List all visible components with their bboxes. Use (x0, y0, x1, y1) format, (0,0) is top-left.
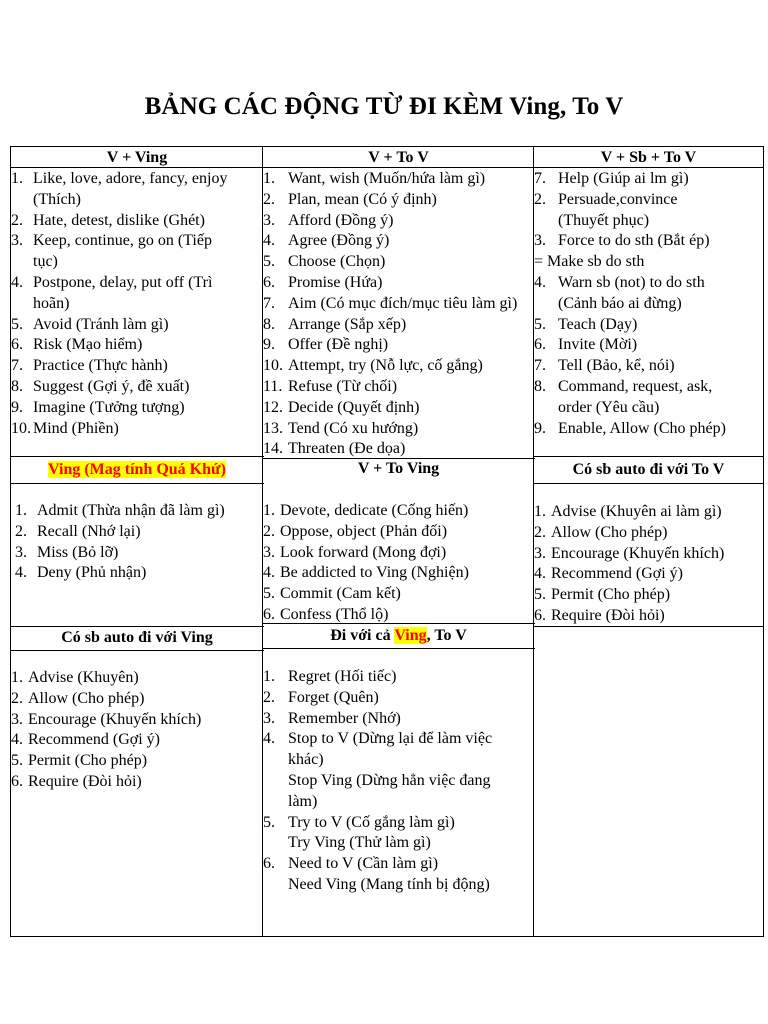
list-item-text: Risk (Mạo hiểm) (33, 336, 143, 354)
list-item (263, 688, 379, 708)
list-item-number: 5. (534, 586, 546, 604)
list-item-text: Recommend (Gợi ý) (551, 565, 683, 583)
list-item (534, 169, 689, 189)
list-item-text: Oppose, object (Phản đối) (280, 522, 448, 540)
list-item-text: Refuse (Từ chối) (288, 378, 398, 395)
list-item-number: 7. (263, 294, 275, 312)
list-item-number: 3. (534, 544, 546, 562)
list-item (263, 335, 388, 355)
list-item-number: 6. (263, 274, 275, 291)
list-item (263, 522, 447, 542)
list-item-number: 7. (11, 357, 23, 375)
list-item (15, 543, 118, 563)
list-item (15, 563, 146, 583)
list-item (534, 273, 705, 293)
list-item-text: Advise (Khuyên) (28, 669, 139, 686)
list-item-text: Threaten (Đe dọa) (288, 440, 406, 458)
list-item-number: 1. (11, 669, 23, 686)
list-item-text: order (Yêu cầu) (558, 398, 660, 416)
list-item-text: Commit (Cam kết) (280, 585, 401, 603)
list-item (534, 315, 637, 335)
list-item-number: 11. (263, 378, 283, 395)
list-item-number: 8. (263, 315, 275, 333)
list-item (11, 294, 69, 314)
list-item-number: 5. (11, 752, 23, 770)
list-item-number: 1. (263, 170, 275, 187)
list-item-text: (Thích) (33, 190, 81, 208)
list-item (263, 875, 490, 895)
list-item (534, 606, 665, 626)
list-item-number: 1. (263, 502, 275, 519)
list-item-text: Permit (Cho phép) (551, 586, 671, 604)
list-item-text: Teach (Dạy) (558, 315, 638, 333)
list-item (11, 335, 142, 355)
list-item-number: 6. (11, 773, 23, 790)
list-item (263, 211, 393, 231)
list-item-text: Recall (Nhớ lại) (37, 522, 141, 540)
list-item-text: Practice (Thực hành) (33, 357, 168, 375)
list-item (15, 501, 225, 521)
list-item-text: Plan, mean (Có ý định) (288, 190, 437, 208)
list-item-number: 6. (263, 606, 275, 623)
list-item-text: Help (Giúp ai lm gì) (558, 170, 689, 187)
list-item-text: Persuade,convince (558, 190, 678, 208)
list-item (263, 315, 406, 335)
list-item-number: 2. (263, 522, 275, 540)
list-item-text: Imagine (Tưởng tượng) (33, 398, 185, 416)
list-item-text: Recommend (Gợi ý) (28, 731, 160, 749)
list-item-number: 3. (263, 543, 275, 561)
list-item-number: 4. (534, 274, 546, 291)
list-item (11, 356, 168, 376)
list-item-number: 9. (263, 336, 275, 354)
list-item-text: Require (Đòi hỏi) (28, 773, 142, 790)
list-item-text: Remember (Nhớ) (288, 709, 401, 727)
list-item-text: Enable, Allow (Cho phép) (558, 419, 726, 437)
list-item-number: 10. (11, 419, 31, 437)
list-item-number: 2. (534, 190, 546, 208)
list-item-text: Require (Đòi hỏi) (551, 607, 665, 624)
list-item (534, 211, 649, 231)
list-item-text: Forget (Quên) (288, 688, 379, 706)
list-item-text: Miss (Bỏ lỡ) (37, 543, 119, 561)
list-item-number: 4. (11, 731, 23, 749)
list-item (11, 730, 160, 750)
list-item (263, 439, 405, 459)
list-item-text: Postpone, delay, put off (Trì (33, 274, 213, 291)
list-item (263, 398, 420, 418)
list-item-number: 1. (11, 170, 23, 187)
list-item-text: Promise (Hứa) (288, 274, 383, 291)
list-item-number: 7. (534, 357, 546, 375)
list-item (11, 169, 227, 189)
column-v-ving (10, 146, 263, 937)
list-item-number: 6. (534, 336, 546, 354)
list-item (263, 750, 324, 770)
list-item-number: 7. (534, 170, 546, 187)
list-item (263, 605, 388, 625)
list-item-text: Offer (Đề nghị) (288, 336, 389, 354)
list-item-text: Aim (Có mục đích/mục tiêu làm gì) (288, 294, 518, 312)
list-item (263, 273, 382, 293)
list-item-text: Force to do sth (Bắt ép) (558, 232, 710, 250)
list-item (11, 419, 119, 439)
list-item-number: 4. (15, 564, 27, 582)
list-item (263, 729, 492, 749)
list-item-number: 14. (263, 440, 283, 458)
list-item-number: 3. (263, 211, 275, 229)
list-item (263, 709, 401, 729)
list-item-text: Confess (Thổ lộ) (280, 606, 389, 623)
list-item-number: 8. (11, 378, 23, 395)
list-item (11, 377, 189, 397)
list-item-number: 2. (15, 522, 27, 540)
list-item-text: Avoid (Tránh làm gì) (33, 315, 169, 333)
list-item-number: 9. (11, 398, 23, 416)
list-item (534, 294, 682, 314)
list-item-text: hoãn) (33, 294, 70, 312)
list-item-text: Warn sb (not) to do sth (558, 274, 705, 291)
list-item-text: Choose (Chọn) (288, 253, 386, 271)
list-item-number: 12. (263, 398, 283, 416)
list-item-number: 10. (263, 357, 283, 375)
header-v-sb-to-v: V + Sb + To V (600, 149, 697, 166)
list-item-text: khác) (288, 751, 324, 769)
list-item-text: Need Ving (Mang tính bị động) (288, 876, 490, 893)
list-item (263, 252, 385, 272)
list-item-text: (Cảnh báo ai đừng) (558, 294, 682, 312)
list-item-text: Allow (Cho phép) (551, 523, 668, 541)
list-item-number: 8. (534, 378, 546, 395)
header-both-ving-tov: Đi với cả Ving, To V (330, 627, 467, 644)
list-item-text: làm) (288, 792, 318, 810)
list-item (263, 667, 396, 687)
list-item (11, 689, 144, 709)
list-item-text: Try to V (Cố gắng làm gì) (288, 813, 455, 831)
list-item (263, 190, 437, 210)
list-item (263, 792, 317, 812)
list-item (11, 398, 185, 418)
list-item-text: Need to V (Cần làm gì) (288, 855, 439, 873)
list-item-number: 2. (263, 190, 275, 208)
list-item-number: 9. (534, 419, 546, 437)
list-item (11, 751, 147, 771)
list-item-text: Like, love, adore, fancy, enjoy (33, 170, 228, 187)
list-item-text: Try Ving (Thử làm gì) (288, 834, 431, 852)
list-item-number: 2. (11, 211, 23, 229)
list-item-text: Deny (Phủ nhận) (37, 564, 147, 582)
list-item-text: (Thuyết phục) (558, 211, 650, 229)
list-item (263, 854, 438, 874)
list-item (263, 419, 418, 439)
list-item-text: Encourage (Khuyến khích) (28, 710, 202, 728)
list-item-text: Regret (Hối tiếc) (288, 668, 397, 685)
list-item-text: Devote, dedicate (Cống hiến) (280, 502, 469, 519)
list-item-number: 4. (263, 564, 275, 582)
list-item-number: 6. (263, 855, 275, 873)
list-item-number: 1. (263, 668, 275, 685)
list-item (263, 231, 389, 251)
list-item-text: Agree (Đồng ý) (288, 232, 390, 250)
list-item-number: 3. (11, 710, 23, 728)
list-item-number: 2. (263, 688, 275, 706)
list-item-text: Want, wish (Muốn/hứa làm gì) (288, 170, 486, 187)
list-item (263, 377, 397, 397)
list-item (534, 585, 670, 605)
list-item (263, 543, 446, 563)
list-item-text: Invite (Mời) (558, 336, 638, 354)
list-item-text: Stop Ving (Dừng hẳn việc đang (288, 772, 491, 789)
list-item (534, 356, 675, 376)
list-item-text: Command, request, ask, (558, 378, 713, 395)
list-item (11, 190, 81, 210)
list-item-number: 4. (11, 274, 23, 291)
list-item (263, 501, 468, 521)
list-item (534, 252, 644, 272)
list-item-number: 4. (263, 232, 275, 250)
list-item-text: Decide (Quyết định) (288, 398, 420, 416)
list-item-text: Keep, continue, go on (Tiếp (33, 232, 212, 250)
list-item (534, 523, 667, 543)
list-item (11, 668, 139, 688)
list-item-number: 6. (11, 336, 23, 354)
list-item-number: 5. (263, 813, 275, 831)
list-item (534, 190, 678, 210)
list-item (15, 522, 141, 542)
list-item-number: 5. (11, 315, 23, 333)
list-item-text: tục) (33, 253, 58, 271)
list-item-text: Tend (Có xu hướng) (288, 419, 419, 437)
list-item (263, 833, 431, 853)
list-item (534, 398, 659, 418)
list-item-number: 5. (263, 585, 275, 603)
header-v-ving: V + Ving (106, 149, 168, 166)
list-item (534, 564, 683, 584)
list-item (11, 252, 58, 272)
list-item (534, 544, 724, 564)
header-sb-auto-ving: Có sb auto đi với Ving (61, 629, 213, 646)
list-item-number: 3. (11, 232, 23, 250)
list-item-number: 13. (263, 419, 283, 437)
list-item-number: 3. (15, 543, 27, 561)
list-item (263, 563, 469, 583)
list-item-number: 1. (534, 503, 546, 520)
list-item-text: Allow (Cho phép) (28, 689, 145, 707)
list-item-text: Attempt, try (Nỗ lực, cố gắng) (288, 357, 483, 375)
list-item (263, 169, 485, 189)
list-item-text: Be addicted to Ving (Nghiện) (280, 564, 469, 582)
list-item-text: Tell (Bảo, kể, nói) (558, 357, 675, 375)
list-item (11, 231, 212, 251)
list-item (11, 273, 212, 293)
list-item (534, 419, 726, 439)
list-item-text: Arrange (Sắp xếp) (288, 315, 407, 333)
column-v-to-v (262, 146, 534, 937)
list-item-text: Afford (Đồng ý) (288, 211, 394, 229)
list-item (263, 356, 483, 376)
list-item-number: 6. (534, 607, 546, 624)
list-item-number: 2. (11, 689, 23, 707)
header-v-to-v: V + To V (368, 149, 429, 166)
page-title: BẢNG CÁC ĐỘNG TỪ ĐI KÈM Ving, To V (144, 93, 624, 120)
list-item-text: Hate, detest, dislike (Ghét) (33, 211, 205, 229)
list-item-number: 2. (534, 523, 546, 541)
list-item-number: 1. (15, 502, 27, 519)
list-item-number: 4. (263, 730, 275, 748)
list-item (534, 231, 710, 251)
list-item (534, 377, 712, 397)
list-item-number: 5. (263, 253, 275, 271)
list-item-text: Permit (Cho phép) (28, 752, 148, 770)
header-ving-past: Ving (Mag tính Quá Khứ) (48, 461, 226, 478)
list-item (263, 584, 401, 604)
list-item-text: Mind (Phiền) (33, 419, 119, 437)
list-item-text: = Make sb do sth (534, 253, 645, 271)
list-item-number: 3. (263, 709, 275, 727)
list-item (534, 335, 637, 355)
list-item-number: 3. (534, 232, 546, 250)
list-item-text: Advise (Khuyên ai làm gì) (551, 503, 722, 520)
list-item (263, 294, 517, 314)
column-v-sb-to-v (533, 146, 764, 937)
list-item-number: 5. (534, 315, 546, 333)
list-item (11, 710, 201, 730)
list-item-text: Stop to V (Dừng lại để làm việc (288, 730, 493, 748)
list-item (263, 771, 491, 791)
header-v-to-ving: V + To Ving (357, 460, 440, 477)
list-item (11, 315, 169, 335)
list-item (534, 502, 722, 522)
list-item-text: Admit (Thừa nhận đã làm gì) (37, 502, 225, 519)
list-item (263, 813, 455, 833)
list-item (11, 772, 142, 792)
list-item-text: Encourage (Khuyến khích) (551, 544, 725, 562)
list-item-text: Look forward (Mong đợi) (280, 543, 447, 561)
list-item-text: Suggest (Gợi ý, đề xuất) (33, 378, 190, 395)
list-item (11, 211, 205, 231)
list-item-number: 4. (534, 565, 546, 583)
header-sb-auto-tov: Có sb auto đi với To V (572, 461, 725, 478)
